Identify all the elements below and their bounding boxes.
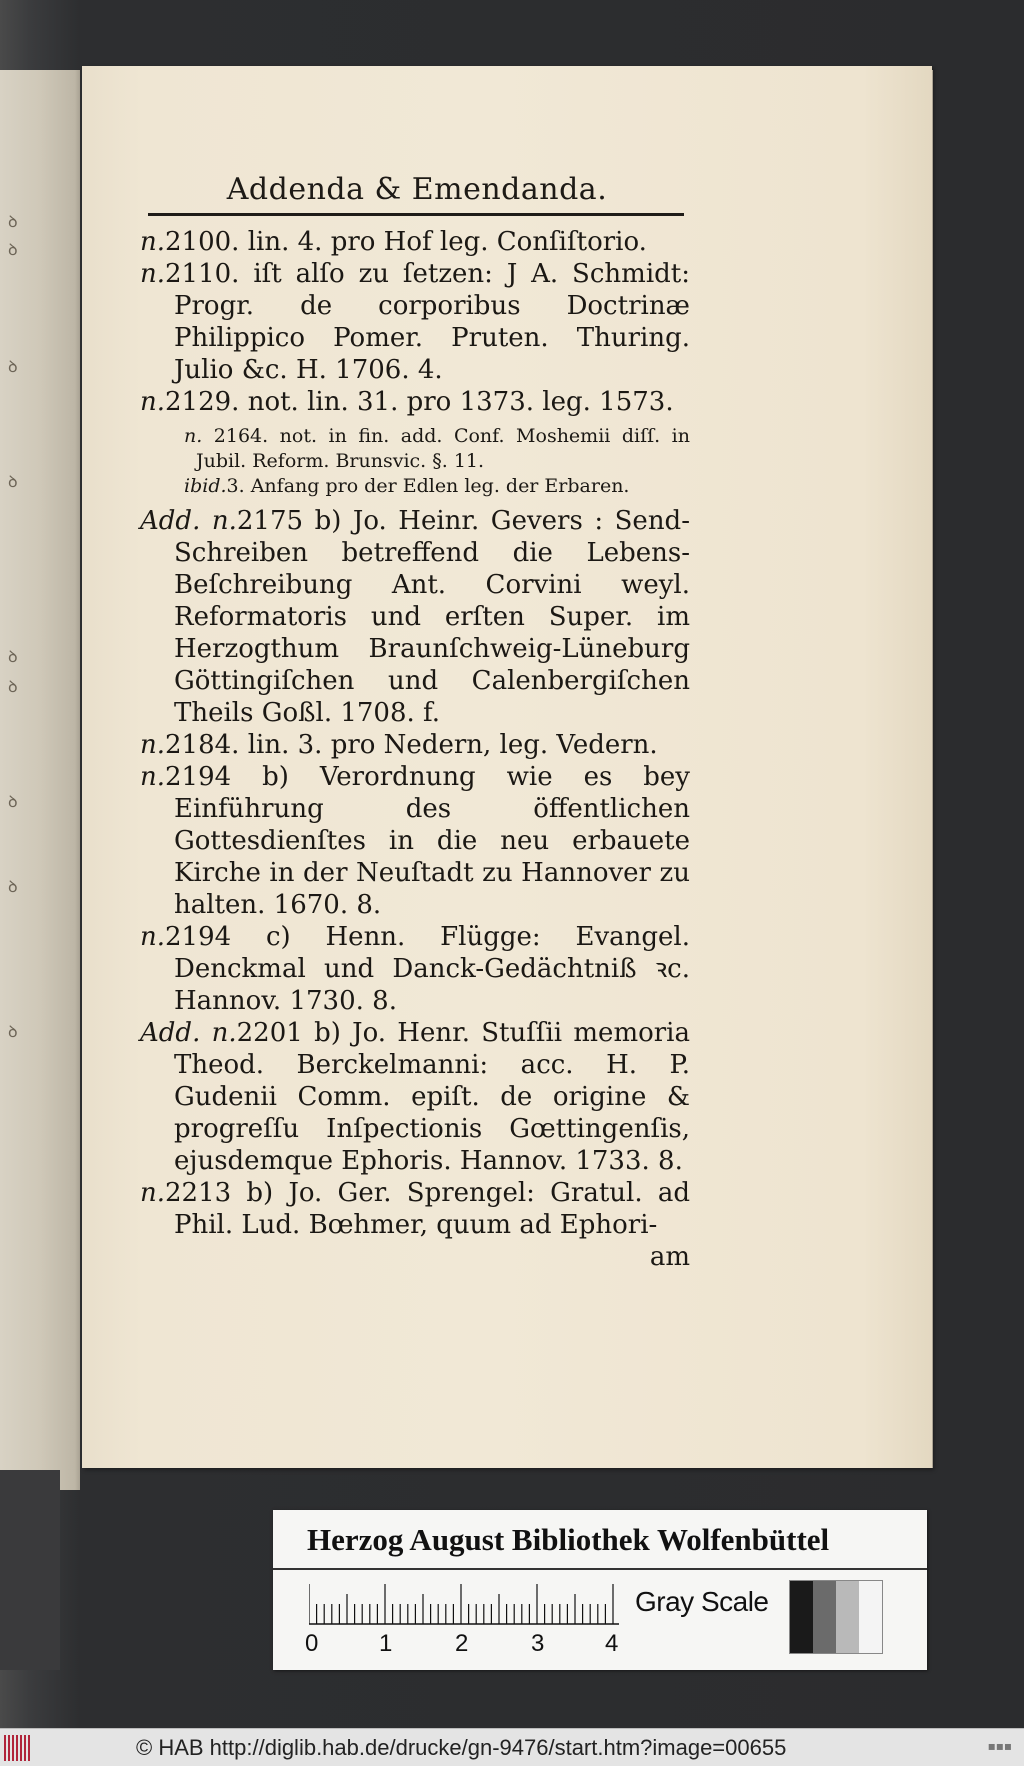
gray-patch xyxy=(813,1581,836,1653)
gray-patch xyxy=(859,1581,882,1653)
addenda-entry xyxy=(140,474,690,499)
addenda-entry xyxy=(140,761,690,921)
footer-copyright-url[interactable]: © HAB http://diglib.hab.de/drucke/gn-9476/start.htm?image=00655 xyxy=(136,1735,787,1760)
book-spine-shadow xyxy=(0,1470,60,1670)
ruler-number: 2 xyxy=(455,1630,469,1657)
gutter-mark: ꝺ xyxy=(8,212,18,231)
gutter-mark: ꝺ xyxy=(8,792,18,811)
entry-text: 2164. not. in fin. add. Conf. Moshemii diſſ. in Jubil. Reform. Brunsvic. §. 11. xyxy=(196,425,690,472)
entry-ref: n. xyxy=(140,227,166,257)
scale-ruler xyxy=(305,1580,623,1657)
gutter-mark: ꝺ xyxy=(8,677,18,696)
entry-text: 2100. lin. 4. pro Hof leg. Conſiſtorio. xyxy=(165,227,647,257)
gray-patch xyxy=(790,1581,813,1653)
grayscale-patches xyxy=(789,1580,883,1654)
ruler-number: 3 xyxy=(531,1630,545,1657)
entry-text: 2213 b) Jo. Ger. Sprengel: Gratul. ad Phil. Lud. Bœhmer, quum ad Ephori- xyxy=(165,1178,690,1240)
gutter-mark: ꝺ xyxy=(8,472,18,491)
entry-text: 2194 c) Henn. Flügge: Evangel. Denckmal und Danck-Gedächtniß ꝛc. Hannov. 1730. 8. xyxy=(165,922,690,1016)
gutter-mark: ꝺ xyxy=(8,357,18,376)
library-color-card xyxy=(273,1510,927,1670)
entry-text: 3. Anfang pro der Edlen leg. der Erbaren. xyxy=(226,475,630,497)
ruler-number: 4 xyxy=(605,1630,619,1657)
ruler-ticks xyxy=(309,1580,623,1630)
addenda-entry xyxy=(140,1017,690,1177)
addenda-entry xyxy=(140,226,690,258)
addenda-entry xyxy=(140,258,690,386)
gutter-mark: ꝺ xyxy=(8,240,18,259)
card-divider xyxy=(273,1568,927,1570)
addenda-entry xyxy=(140,1177,690,1241)
gutter-mark: ꝺ xyxy=(8,877,18,896)
entry-ref: ibid. xyxy=(184,475,227,497)
entry-text: 2194 b) Verordnung wie es bey Einführung des öffentlichen Gottesdienſtes in die neu erbauete Kirche in der Neuſtadt zu Hannover zu halten. 1670. 8. xyxy=(165,762,690,920)
entry-ref: n. xyxy=(184,425,203,447)
entry-text: 2110. iſt alſo zu ſetzen: J A. Schmidt: Progr. de corporibus Doctrinæ Philippico Pomer. Pruten. Thuring. Julio &c. H. 1706. 4. xyxy=(165,259,690,385)
entry-ref: n. xyxy=(140,259,166,289)
entry-ref: n. xyxy=(140,1178,166,1208)
entry-ref: n. xyxy=(140,387,166,417)
gray-patch xyxy=(836,1581,859,1653)
hab-logo-icon xyxy=(4,1733,48,1763)
ruler-number: 1 xyxy=(379,1630,393,1657)
gutter-mark: ꝺ xyxy=(8,1022,18,1041)
addenda-entry xyxy=(140,505,690,729)
entry-ref: n. xyxy=(140,730,166,760)
entry-ref: Add. n. xyxy=(140,1018,237,1048)
ruler-number: 0 xyxy=(305,1630,319,1657)
addenda-entry xyxy=(140,424,690,474)
grayscale-label: Gray Scale xyxy=(635,1586,769,1617)
entry-ref: n. xyxy=(140,922,166,952)
page-header: Addenda & Emendanda. xyxy=(226,172,608,207)
library-name: Herzog August Bibliothek Wolfenbüttel xyxy=(307,1522,830,1557)
entry-text: 2175 b) Jo. Heinr. Gevers : Send-Schreiben betreffend die Lebens-Beſchreibung Ant. Corvini weyl. Reformatoris und erſten Super. im Herzogthum Braunſchweig-Lüneburg Göttingiſchen und Calenbergiſchen Theils Goßl. 1708. f. xyxy=(174,506,690,728)
entry-text: 2129. not. lin. 31. pro 1373. leg. 1573. xyxy=(165,387,674,417)
addenda-entry xyxy=(140,729,690,761)
entry-ref: n. xyxy=(140,762,166,792)
entry-ref: Add. n. xyxy=(140,506,237,536)
entry-text: 2201 b) Jo. Henr. Stuſſii memoria Theod. Berckelmanni: acc. H. P. Gudenii Comm. epiſt. de origine & progreſſu Inſpectionis Gœttingenſis, ejusdemque Ephoris. Hannov. 1733. 8. xyxy=(174,1018,690,1176)
gutter-mark: ꝺ xyxy=(8,647,18,666)
addenda-entry xyxy=(140,921,690,1017)
addenda-entry xyxy=(140,386,690,418)
previous-leaf-edge xyxy=(0,70,80,1490)
catchword: am xyxy=(649,1242,690,1272)
entry-text: 2184. lin. 3. pro Nedern, leg. Vedern. xyxy=(165,730,658,760)
footer-dots: ▪▪▪ xyxy=(987,1739,1012,1753)
header-rule xyxy=(148,213,684,216)
addenda-list xyxy=(140,226,690,1273)
footer-bar xyxy=(0,1728,1024,1766)
